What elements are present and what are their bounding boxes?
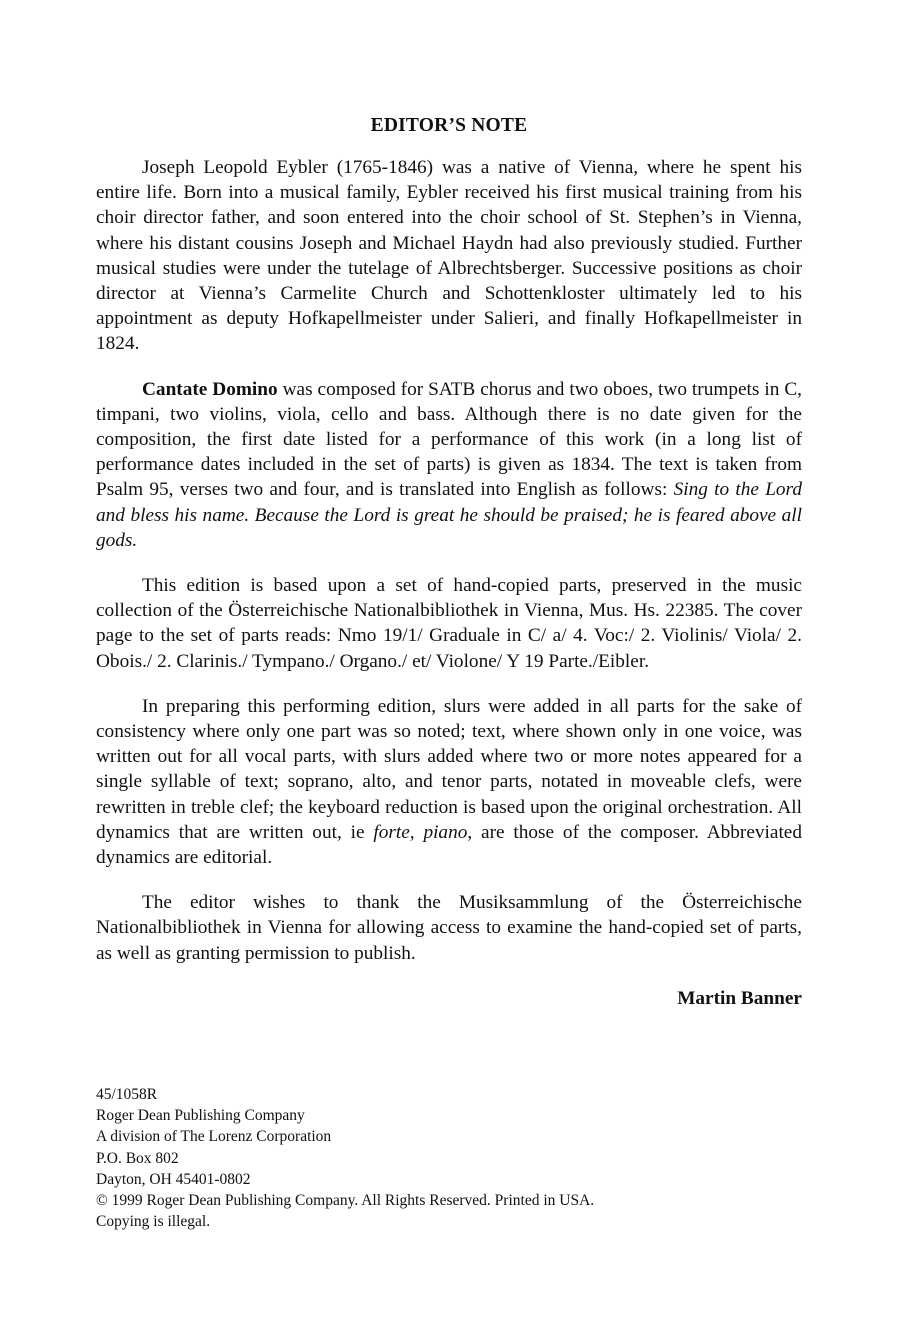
publisher-division: A division of The Lorenz Corporation (96, 1128, 332, 1146)
paragraph-acknowledgement: The editor wishes to thank the Musiksammlung of the Österreichische Nationalbibliothek in Vienna for allowing access to examine the hand-copied set of parts, as well as granting permission to publish. (96, 892, 802, 964)
psalm-translation: Sing to the Lord and bless his name. Because the Lord is great he should be praised; he is feared above all gods. (96, 479, 802, 551)
copyright-line: © 1999 Roger Dean Publishing Company. All Rights Reserved. Printed in USA. (96, 1192, 595, 1210)
method-text: In preparing this performing edition, slurs were added in all parts for the sake of consistency where only one part was so noted; text, where shown only in one voice, was written out for all vocal parts, with slurs added where two or more notes appeared for a single syllable of text; soprano, alto, and tenor parts, notated in moveable clefs, were rewritten in treble clef; the keyboard reduction is based upon the original orchestration. All dynamics that are written out, ie (96, 695, 802, 843)
dynamic-separator: , (409, 821, 424, 843)
editors-note-page (96, 113, 802, 1011)
page-title: EDITOR’S NOTE (370, 115, 528, 136)
paragraph-editorial-method (96, 694, 802, 870)
editor-signature: Martin Banner (677, 987, 802, 1009)
publisher-city: Dayton, OH 45401-0802 (96, 1170, 251, 1188)
dynamic-forte: forte (373, 821, 410, 843)
paragraph-composition (96, 377, 802, 553)
catalog-number: 45/1058R (96, 1086, 158, 1103)
work-title: Cantate Domino (142, 378, 278, 400)
publisher-imprint (96, 1084, 594, 1232)
publisher-name: Roger Dean Publishing Company (96, 1107, 305, 1125)
dynamic-piano: piano (423, 821, 468, 843)
paragraph-source: This edition is based upon a set of hand-copied parts, preserved in the music collection of the Österreichische Nationalbibliothek in Vienna, Mus. Hs. 22385. The cover page to the set of parts reads: Nmo 19/1/ Graduale in C/ a/ 4. Voc:/ 2. Violinis/ Viola/ 2. Obois./ 2. Clarinis./ Tympano./ Organo./ et/ Violone/ Y 19 Parte./Eibler. (96, 575, 802, 672)
paragraph-biography: Joseph Leopold Eybler (1765-1846) was a native of Vienna, where he spent his entire life. Born into a musical family, Eybler received his first musical training from his choir director father, and soon entered into the choir school of St. Stephen’s in Vienna, where his distant cousins Joseph and Michael Haydn had also previously studied. Further musical studies were under the tutelage of Albrechtsberger. Successive positions as choir director at Vienna’s Carmelite Church and Schottenkloster ultimately led to his appointment as deputy Hofkapellmeister under Salieri, and finally Hofkapellmeister in 1824. (96, 157, 802, 355)
method-text-end: , are those of the composer. Abbreviated dynamics are editorial. (96, 821, 802, 869)
composition-text: was composed for SATB chorus and two oboes, two trumpets in C, timpani, two violins, viola, cello and bass. Although there is no date given for the composition, the first date listed for a performance of this work (in a long list of performance dates included in the set of parts) is given as 1834. The text is taken from Psalm 95, verses two and four, and is translated into English as follows: (96, 378, 802, 501)
po-box: P.O. Box 802 (96, 1149, 179, 1167)
copying-notice: Copying is illegal. (96, 1213, 211, 1231)
